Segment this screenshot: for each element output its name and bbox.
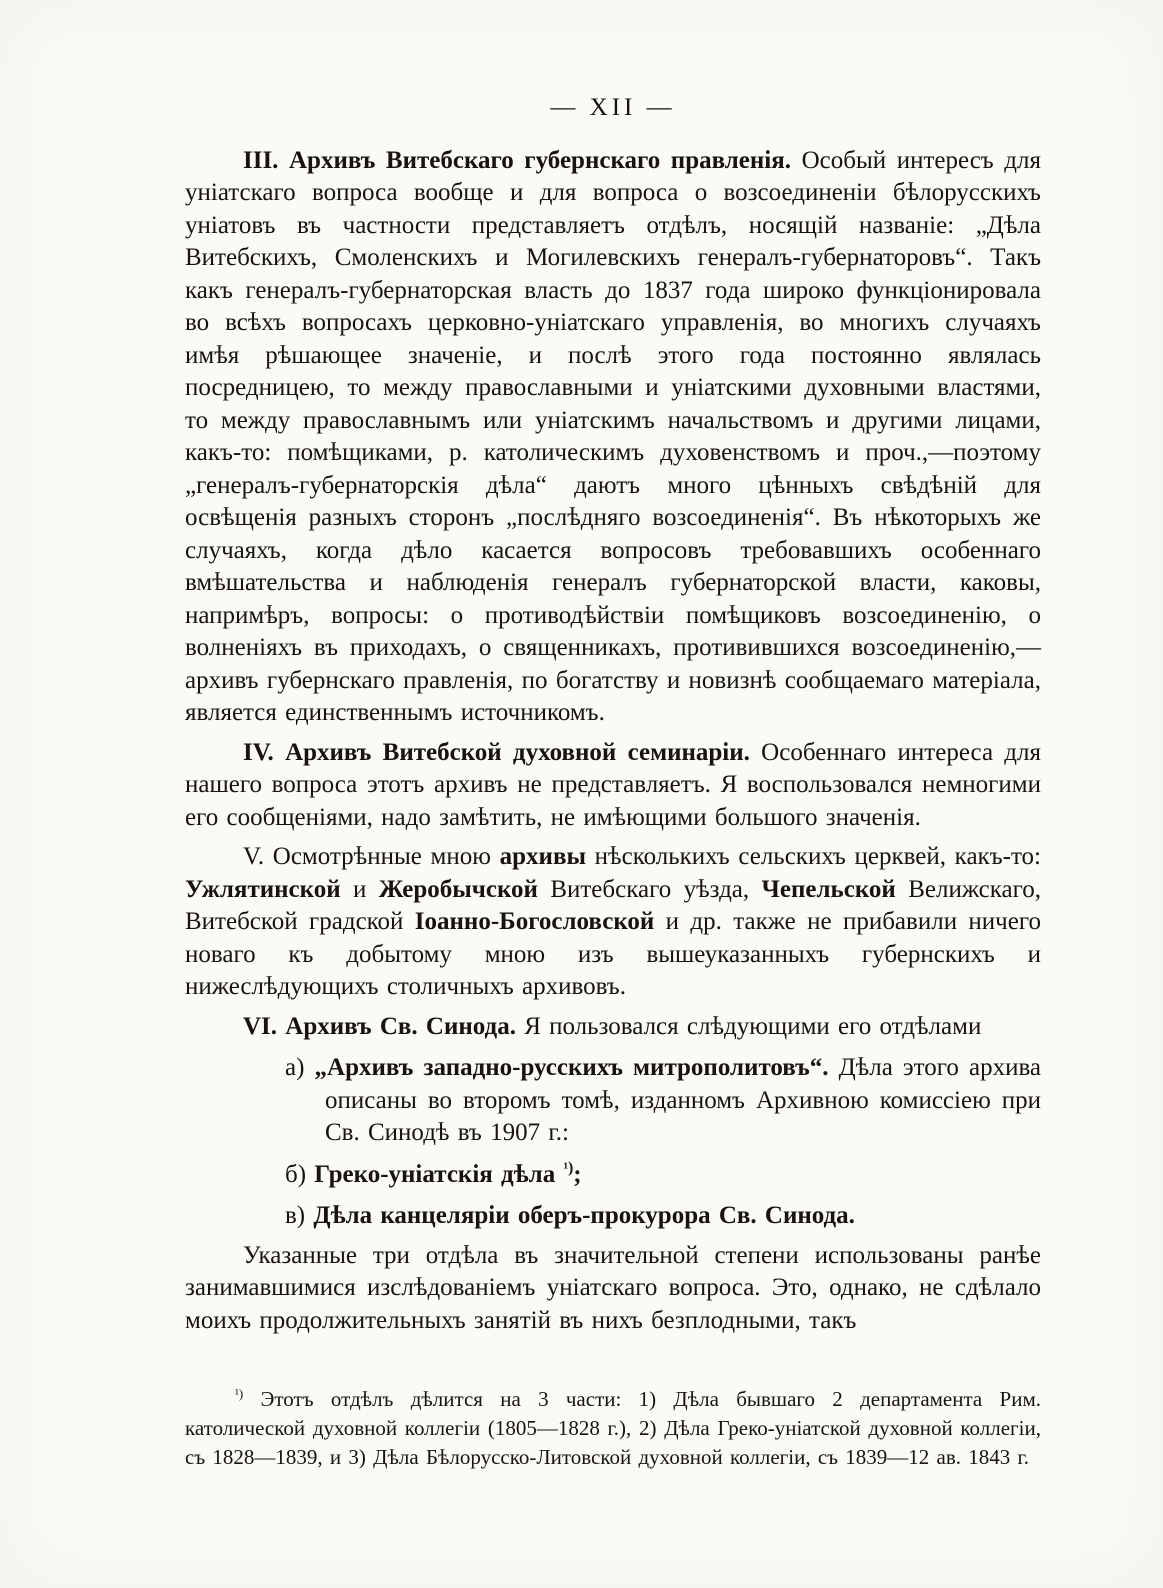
paragraph-text: Я пользовался слѣдующими его отдѣлами <box>515 1012 982 1040</box>
paragraph-synod-archive <box>185 1011 1041 1044</box>
list-item-bold-title: Дѣла канцеляріи оберъ-прокурора Св. Синода. <box>313 1202 855 1229</box>
paragraph-text: Указанные три отдѣла въ значительной степени использованы ранѣе занимавшимися изслѣдованіемъ уніатскаго вопроса. Это, однако, не сдѣлало моихъ продолжительныхъ занятій въ нихъ безплодными, такъ <box>185 1241 1041 1334</box>
bold-church-name: Чепельской <box>761 875 896 903</box>
footnote-reference-mark: ¹) <box>563 1159 574 1177</box>
list-item-a <box>285 1052 1041 1150</box>
paragraph-church-archives <box>185 841 1041 1004</box>
list-item-text: Дѣла этого архива описаны во второмъ томѣ, изданномъ Архивною комиссіею при Св. Синодѣ въ 1907 г.: <box>325 1054 1042 1146</box>
bold-church-name: Ужлятинской <box>185 875 341 903</box>
bold-word-archives: архивы <box>499 843 586 870</box>
list-marker: б) <box>285 1160 315 1188</box>
footnote-text: Этотъ отдѣлъ дѣлится на 3 части: 1) Дѣла бывшаго 2 департамента Рим. католической духовной коллегіи (1805—1828 г.), 2) Дѣла Греко-уніатской духовной коллегіи, съ 1828—1839, и 3) Дѣла Бѣлорусско-Литовской духовной коллегіи, съ 1839—12 ав. 1843 г. <box>185 1387 1041 1469</box>
list-item-bold-title: „Архивъ западно-русскихъ митрополитовъ“. <box>314 1054 829 1081</box>
paragraph-lead-bold: IV. Архивъ Витебской духовной семинаріи. <box>243 738 750 766</box>
paragraph-archive-seminary <box>185 737 1041 835</box>
paragraph-text: Велижскаго, Витебской градской <box>185 875 1041 935</box>
paragraph-text: Особеннаго интереса для нашего вопроса этотъ архивъ не представляетъ. Я воспользовался немногими его сообщеніями, надо замѣтить, не имѣющими большого значенія. <box>185 738 1041 831</box>
paragraph-text: и <box>340 875 379 903</box>
paragraph-text: нѣсколькихъ сельскихъ церквей, какъ-то: <box>585 843 1041 870</box>
list-marker: а) <box>285 1054 315 1081</box>
bold-church-name: Іоанно-Богословской <box>414 908 655 935</box>
paragraph-lead-bold: VI. Архивъ Св. Синода. <box>243 1012 516 1040</box>
paragraph-archive-gubernia <box>185 145 1041 730</box>
paragraph-closing <box>185 1240 1041 1338</box>
footnote-marker: ¹) <box>235 1386 244 1401</box>
paragraph-text: V. Осмотрѣнные мною <box>243 843 500 870</box>
paragraph-text: и др. также не прибавили ничего новаго къ добытому мною изъ вышеуказанныхъ губернскихъ и нижеслѣдующихъ столичныхъ архивовъ. <box>185 908 1041 1000</box>
list-item-b <box>285 1159 1041 1192</box>
list-item-text: ; <box>573 1160 582 1188</box>
paragraph-lead-bold: III. Архивъ Витебскаго губернскаго правленія. <box>243 146 792 174</box>
footnote <box>185 1385 1041 1472</box>
list-item-bold-title: Греко-уніатскія дѣла <box>314 1160 564 1188</box>
paragraph-text: Особый интересъ для уніатскаго вопроса вообще и для вопроса о возсоединеніи бѣлорусскихъ уніатовъ въ частности представляетъ отдѣлъ, носящій названіе: „Дѣла Витебскихъ, Смоленскихъ и Могилевскихъ генералъ-губернаторовъ“. Такъ какъ генералъ-губернаторская власть до 1837 года широко функціонировала во всѣхъ вопросахъ церковно-уніатскаго управленія, во многихъ случаяхъ имѣя рѣшающее значеніе, и послѣ этого года постоянно являлась посредницею, то между православными и уніатскими духовными властями, то между православнымъ или уніатскимъ начальствомъ и другими лицами, какъ-то: помѣщиками, р. католическимъ духовенствомъ и проч.,—поэтому „генералъ-губернаторскія дѣла“ даютъ много цѣнныхъ свѣдѣній для освѣщенія разныхъ сторонъ „послѣдняго возсоединенія“. Въ нѣкоторыхъ же случаяхъ, когда дѣло касается вопросовъ требовавшихъ особеннаго вмѣшательства и наблюденія генералъ губернаторской власти, каковы, напримѣръ, вопросы: о противодѣйствіи помѣщиковъ возсоединенію, о волненіяхъ въ приходахъ, о священникахъ, противившихся возсоединенію,—архивъ губернскаго правленія, по богатству и новизнѣ сообщаемаго матеріала, является единственнымъ источникомъ. <box>185 146 1041 726</box>
page-number: — XII — <box>550 94 676 121</box>
bold-church-name: Жеробычской <box>378 875 538 903</box>
list-item-c <box>285 1200 1041 1233</box>
paragraph-text: Витебскаго уѣзда, <box>537 875 762 903</box>
list-marker: в) <box>285 1202 314 1229</box>
